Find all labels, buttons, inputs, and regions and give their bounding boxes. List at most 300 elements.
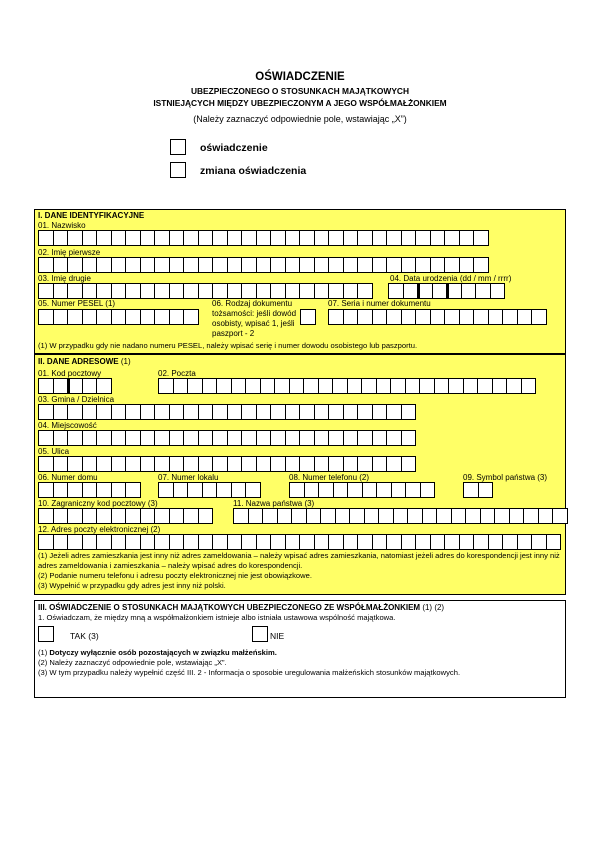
char-cell[interactable] — [97, 378, 112, 394]
char-cell[interactable] — [329, 404, 344, 420]
char-cell[interactable] — [507, 378, 522, 394]
char-cell[interactable] — [257, 283, 272, 299]
char-cell[interactable] — [489, 309, 504, 325]
char-cell[interactable] — [242, 257, 257, 273]
doc-number-field[interactable] — [328, 309, 547, 325]
char-cell[interactable] — [141, 309, 156, 325]
char-cell[interactable] — [184, 309, 199, 325]
char-cell[interactable] — [155, 257, 170, 273]
char-cell[interactable] — [402, 404, 417, 420]
char-cell[interactable] — [199, 283, 214, 299]
char-cell[interactable] — [493, 378, 508, 394]
char-cell[interactable] — [112, 404, 127, 420]
char-cell[interactable] — [474, 230, 489, 246]
char-cell[interactable] — [437, 508, 452, 524]
char-cell[interactable] — [233, 508, 249, 524]
char-cell[interactable] — [68, 508, 83, 524]
char-cell[interactable] — [217, 378, 232, 394]
char-cell[interactable] — [199, 404, 214, 420]
char-cell[interactable] — [257, 534, 272, 550]
char-cell[interactable] — [344, 534, 359, 550]
char-cell[interactable] — [155, 456, 170, 472]
char-cell[interactable] — [286, 404, 301, 420]
char-cell[interactable] — [344, 309, 359, 325]
char-cell[interactable] — [510, 508, 525, 524]
char-cell[interactable] — [416, 534, 431, 550]
char-cell[interactable] — [271, 230, 286, 246]
char-cell[interactable] — [491, 283, 506, 299]
char-cell[interactable] — [408, 508, 423, 524]
char-cell[interactable] — [300, 534, 315, 550]
char-cell[interactable] — [300, 404, 315, 420]
char-cell[interactable] — [365, 508, 380, 524]
char-cell[interactable] — [363, 482, 378, 498]
char-cell[interactable] — [373, 257, 388, 273]
char-cell[interactable] — [286, 534, 301, 550]
char-cell[interactable] — [68, 534, 83, 550]
char-cell[interactable] — [271, 257, 286, 273]
char-cell[interactable] — [445, 309, 460, 325]
char-cell[interactable] — [184, 508, 199, 524]
country-name-field[interactable] — [233, 508, 568, 524]
char-cell[interactable] — [141, 456, 156, 472]
char-cell[interactable] — [38, 482, 54, 498]
char-cell[interactable] — [97, 456, 112, 472]
char-cell[interactable] — [112, 257, 127, 273]
char-cell[interactable] — [329, 430, 344, 446]
char-cell[interactable] — [38, 230, 54, 246]
char-cell[interactable] — [522, 378, 537, 394]
char-cell[interactable] — [416, 257, 431, 273]
char-cell[interactable] — [83, 430, 98, 446]
char-cell[interactable] — [38, 456, 54, 472]
char-cell[interactable] — [170, 430, 185, 446]
char-cell[interactable] — [188, 482, 203, 498]
char-cell[interactable] — [466, 508, 481, 524]
char-cell[interactable] — [319, 378, 334, 394]
char-cell[interactable] — [518, 534, 533, 550]
char-cell[interactable] — [300, 430, 315, 446]
char-cell[interactable] — [188, 378, 203, 394]
char-cell[interactable] — [402, 309, 417, 325]
char-cell[interactable] — [391, 378, 406, 394]
char-cell[interactable] — [406, 482, 421, 498]
char-cell[interactable] — [315, 430, 330, 446]
char-cell[interactable] — [232, 378, 247, 394]
char-cell[interactable] — [300, 309, 316, 325]
char-cell[interactable] — [83, 378, 98, 394]
char-cell[interactable] — [68, 257, 83, 273]
char-cell[interactable] — [463, 482, 479, 498]
char-cell[interactable] — [481, 508, 496, 524]
char-cell[interactable] — [242, 283, 257, 299]
country-symbol-field[interactable] — [463, 482, 493, 498]
char-cell[interactable] — [476, 283, 491, 299]
char-cell[interactable] — [532, 309, 547, 325]
char-cell[interactable] — [329, 283, 344, 299]
char-cell[interactable] — [271, 456, 286, 472]
commune-field[interactable] — [38, 404, 416, 420]
char-cell[interactable] — [402, 257, 417, 273]
foreign-postal-field[interactable] — [38, 508, 213, 524]
char-cell[interactable] — [300, 456, 315, 472]
char-cell[interactable] — [97, 534, 112, 550]
char-cell[interactable] — [329, 456, 344, 472]
char-cell[interactable] — [503, 534, 518, 550]
char-cell[interactable] — [83, 309, 98, 325]
char-cell[interactable] — [54, 482, 69, 498]
char-cell[interactable] — [199, 257, 214, 273]
char-cell[interactable] — [184, 283, 199, 299]
char-cell[interactable] — [97, 482, 112, 498]
char-cell[interactable] — [447, 283, 462, 299]
char-cell[interactable] — [377, 482, 392, 498]
char-cell[interactable] — [387, 534, 402, 550]
char-cell[interactable] — [377, 378, 392, 394]
char-cell[interactable] — [228, 534, 243, 550]
char-cell[interactable] — [404, 283, 419, 299]
char-cell[interactable] — [300, 257, 315, 273]
char-cell[interactable] — [290, 378, 305, 394]
char-cell[interactable] — [373, 430, 388, 446]
char-cell[interactable] — [358, 309, 373, 325]
char-cell[interactable] — [344, 230, 359, 246]
char-cell[interactable] — [112, 283, 127, 299]
doc-type-field[interactable] — [300, 309, 316, 325]
char-cell[interactable] — [83, 404, 98, 420]
char-cell[interactable] — [242, 404, 257, 420]
char-cell[interactable] — [97, 309, 112, 325]
char-cell[interactable] — [184, 404, 199, 420]
char-cell[interactable] — [155, 309, 170, 325]
char-cell[interactable] — [228, 404, 243, 420]
char-cell[interactable] — [460, 309, 475, 325]
char-cell[interactable] — [246, 378, 261, 394]
char-cell[interactable] — [199, 534, 214, 550]
char-cell[interactable] — [460, 534, 475, 550]
char-cell[interactable] — [199, 456, 214, 472]
char-cell[interactable] — [155, 430, 170, 446]
char-cell[interactable] — [112, 430, 127, 446]
char-cell[interactable] — [350, 508, 365, 524]
char-cell[interactable] — [271, 283, 286, 299]
char-cell[interactable] — [158, 378, 174, 394]
char-cell[interactable] — [228, 283, 243, 299]
char-cell[interactable] — [213, 456, 228, 472]
char-cell[interactable] — [126, 534, 141, 550]
char-cell[interactable] — [232, 482, 247, 498]
char-cell[interactable] — [373, 309, 388, 325]
char-cell[interactable] — [68, 378, 83, 394]
char-cell[interactable] — [68, 230, 83, 246]
char-cell[interactable] — [373, 230, 388, 246]
pesel-field[interactable] — [38, 309, 199, 325]
char-cell[interactable] — [431, 257, 446, 273]
email-field[interactable] — [38, 534, 561, 550]
char-cell[interactable] — [315, 283, 330, 299]
char-cell[interactable] — [421, 482, 436, 498]
char-cell[interactable] — [286, 430, 301, 446]
char-cell[interactable] — [518, 309, 533, 325]
char-cell[interactable] — [174, 482, 189, 498]
char-cell[interactable] — [184, 456, 199, 472]
char-cell[interactable] — [474, 534, 489, 550]
char-cell[interactable] — [155, 404, 170, 420]
char-cell[interactable] — [286, 283, 301, 299]
char-cell[interactable] — [249, 508, 264, 524]
char-cell[interactable] — [362, 378, 377, 394]
house-number-field[interactable] — [38, 482, 141, 498]
char-cell[interactable] — [38, 404, 54, 420]
char-cell[interactable] — [54, 534, 69, 550]
char-cell[interactable] — [460, 257, 475, 273]
char-cell[interactable] — [213, 534, 228, 550]
char-cell[interactable] — [460, 230, 475, 246]
char-cell[interactable] — [257, 257, 272, 273]
postal-code-field[interactable] — [38, 378, 112, 394]
char-cell[interactable] — [263, 508, 278, 524]
char-cell[interactable] — [532, 534, 547, 550]
char-cell[interactable] — [97, 430, 112, 446]
char-cell[interactable] — [141, 257, 156, 273]
char-cell[interactable] — [358, 283, 373, 299]
char-cell[interactable] — [478, 378, 493, 394]
char-cell[interactable] — [126, 283, 141, 299]
char-cell[interactable] — [358, 230, 373, 246]
char-cell[interactable] — [286, 456, 301, 472]
change-statement-checkbox[interactable] — [170, 162, 186, 178]
char-cell[interactable] — [213, 430, 228, 446]
char-cell[interactable] — [423, 508, 438, 524]
char-cell[interactable] — [348, 378, 363, 394]
char-cell[interactable] — [83, 230, 98, 246]
char-cell[interactable] — [68, 404, 83, 420]
char-cell[interactable] — [54, 309, 69, 325]
char-cell[interactable] — [112, 508, 127, 524]
char-cell[interactable] — [83, 534, 98, 550]
char-cell[interactable] — [155, 283, 170, 299]
char-cell[interactable] — [141, 430, 156, 446]
flat-number-field[interactable] — [158, 482, 261, 498]
char-cell[interactable] — [334, 482, 349, 498]
char-cell[interactable] — [333, 378, 348, 394]
char-cell[interactable] — [68, 283, 83, 299]
statement-checkbox[interactable] — [170, 139, 186, 155]
char-cell[interactable] — [431, 230, 446, 246]
char-cell[interactable] — [416, 309, 431, 325]
char-cell[interactable] — [315, 230, 330, 246]
char-cell[interactable] — [170, 534, 185, 550]
char-cell[interactable] — [416, 230, 431, 246]
char-cell[interactable] — [445, 230, 460, 246]
char-cell[interactable] — [126, 404, 141, 420]
char-cell[interactable] — [126, 309, 141, 325]
char-cell[interactable] — [155, 230, 170, 246]
char-cell[interactable] — [170, 456, 185, 472]
phone-field[interactable] — [289, 482, 435, 498]
char-cell[interactable] — [170, 283, 185, 299]
char-cell[interactable] — [170, 230, 185, 246]
char-cell[interactable] — [242, 456, 257, 472]
char-cell[interactable] — [54, 378, 69, 394]
char-cell[interactable] — [392, 482, 407, 498]
char-cell[interactable] — [141, 230, 156, 246]
char-cell[interactable] — [420, 378, 435, 394]
char-cell[interactable] — [257, 430, 272, 446]
char-cell[interactable] — [170, 257, 185, 273]
char-cell[interactable] — [184, 230, 199, 246]
char-cell[interactable] — [54, 508, 69, 524]
char-cell[interactable] — [344, 404, 359, 420]
char-cell[interactable] — [275, 378, 290, 394]
char-cell[interactable] — [539, 508, 554, 524]
char-cell[interactable] — [38, 378, 54, 394]
char-cell[interactable] — [170, 404, 185, 420]
char-cell[interactable] — [524, 508, 539, 524]
char-cell[interactable] — [199, 230, 214, 246]
char-cell[interactable] — [68, 456, 83, 472]
char-cell[interactable] — [358, 534, 373, 550]
char-cell[interactable] — [126, 257, 141, 273]
char-cell[interactable] — [213, 283, 228, 299]
char-cell[interactable] — [387, 456, 402, 472]
char-cell[interactable] — [503, 309, 518, 325]
char-cell[interactable] — [213, 230, 228, 246]
char-cell[interactable] — [38, 257, 54, 273]
char-cell[interactable] — [321, 508, 336, 524]
char-cell[interactable] — [387, 230, 402, 246]
no-checkbox[interactable] — [252, 626, 268, 642]
street-field[interactable] — [38, 456, 416, 472]
char-cell[interactable] — [402, 230, 417, 246]
char-cell[interactable] — [474, 257, 489, 273]
char-cell[interactable] — [315, 257, 330, 273]
char-cell[interactable] — [97, 230, 112, 246]
char-cell[interactable] — [199, 508, 214, 524]
char-cell[interactable] — [373, 404, 388, 420]
char-cell[interactable] — [213, 257, 228, 273]
char-cell[interactable] — [83, 283, 98, 299]
char-cell[interactable] — [394, 508, 409, 524]
char-cell[interactable] — [315, 404, 330, 420]
char-cell[interactable] — [474, 309, 489, 325]
char-cell[interactable] — [38, 283, 54, 299]
char-cell[interactable] — [97, 508, 112, 524]
char-cell[interactable] — [431, 309, 446, 325]
char-cell[interactable] — [83, 456, 98, 472]
char-cell[interactable] — [278, 508, 293, 524]
char-cell[interactable] — [158, 482, 174, 498]
char-cell[interactable] — [38, 508, 54, 524]
char-cell[interactable] — [228, 430, 243, 446]
char-cell[interactable] — [68, 482, 83, 498]
char-cell[interactable] — [112, 482, 127, 498]
char-cell[interactable] — [54, 404, 69, 420]
char-cell[interactable] — [292, 508, 307, 524]
char-cell[interactable] — [305, 482, 320, 498]
char-cell[interactable] — [445, 534, 460, 550]
char-cell[interactable] — [329, 534, 344, 550]
char-cell[interactable] — [155, 508, 170, 524]
char-cell[interactable] — [126, 456, 141, 472]
char-cell[interactable] — [54, 430, 69, 446]
char-cell[interactable] — [547, 534, 562, 550]
char-cell[interactable] — [38, 534, 54, 550]
char-cell[interactable] — [112, 230, 127, 246]
char-cell[interactable] — [433, 283, 448, 299]
char-cell[interactable] — [228, 257, 243, 273]
char-cell[interactable] — [271, 534, 286, 550]
char-cell[interactable] — [155, 534, 170, 550]
char-cell[interactable] — [261, 378, 276, 394]
city-field[interactable] — [38, 430, 416, 446]
char-cell[interactable] — [495, 508, 510, 524]
char-cell[interactable] — [307, 508, 322, 524]
char-cell[interactable] — [170, 309, 185, 325]
char-cell[interactable] — [68, 309, 83, 325]
char-cell[interactable] — [464, 378, 479, 394]
char-cell[interactable] — [184, 257, 199, 273]
char-cell[interactable] — [387, 404, 402, 420]
char-cell[interactable] — [315, 534, 330, 550]
char-cell[interactable] — [54, 230, 69, 246]
char-cell[interactable] — [170, 508, 185, 524]
char-cell[interactable] — [479, 482, 494, 498]
char-cell[interactable] — [373, 534, 388, 550]
char-cell[interactable] — [83, 482, 98, 498]
char-cell[interactable] — [344, 257, 359, 273]
char-cell[interactable] — [336, 508, 351, 524]
char-cell[interactable] — [213, 404, 228, 420]
char-cell[interactable] — [199, 430, 214, 446]
char-cell[interactable] — [126, 230, 141, 246]
first-name-field[interactable] — [38, 257, 489, 273]
char-cell[interactable] — [402, 456, 417, 472]
char-cell[interactable] — [286, 257, 301, 273]
char-cell[interactable] — [97, 257, 112, 273]
char-cell[interactable] — [246, 482, 261, 498]
char-cell[interactable] — [286, 230, 301, 246]
char-cell[interactable] — [445, 257, 460, 273]
char-cell[interactable] — [38, 430, 54, 446]
surname-field[interactable] — [38, 230, 489, 246]
char-cell[interactable] — [242, 534, 257, 550]
char-cell[interactable] — [402, 430, 417, 446]
char-cell[interactable] — [257, 230, 272, 246]
char-cell[interactable] — [328, 309, 344, 325]
char-cell[interactable] — [489, 534, 504, 550]
char-cell[interactable] — [271, 404, 286, 420]
char-cell[interactable] — [344, 430, 359, 446]
char-cell[interactable] — [54, 257, 69, 273]
char-cell[interactable] — [97, 283, 112, 299]
char-cell[interactable] — [358, 257, 373, 273]
char-cell[interactable] — [329, 257, 344, 273]
char-cell[interactable] — [304, 378, 319, 394]
char-cell[interactable] — [217, 482, 232, 498]
char-cell[interactable] — [387, 430, 402, 446]
char-cell[interactable] — [387, 309, 402, 325]
char-cell[interactable] — [126, 430, 141, 446]
char-cell[interactable] — [329, 230, 344, 246]
char-cell[interactable] — [242, 430, 257, 446]
char-cell[interactable] — [452, 508, 467, 524]
char-cell[interactable] — [271, 430, 286, 446]
char-cell[interactable] — [228, 230, 243, 246]
char-cell[interactable] — [319, 482, 334, 498]
char-cell[interactable] — [203, 482, 218, 498]
birth-date-field[interactable] — [388, 283, 505, 299]
